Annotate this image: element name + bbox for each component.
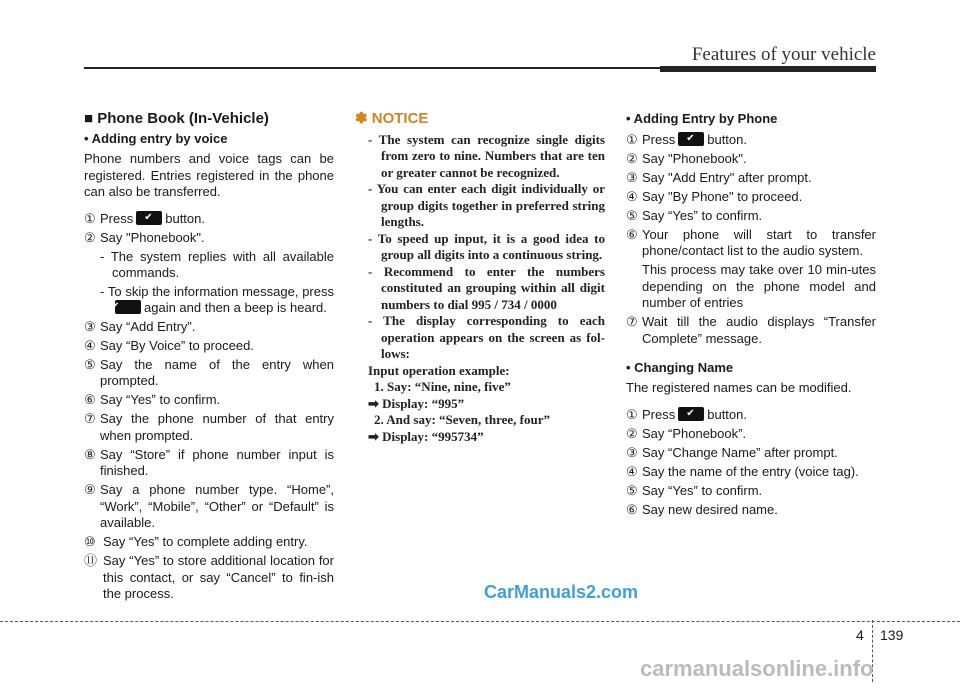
chapter-number: 4 — [856, 627, 864, 643]
subhead-adding-by-voice: • Adding entry by voice — [84, 130, 228, 146]
column-phone-book — [84, 111, 334, 605]
phone-step-1: ① Press✔ button. — [626, 132, 876, 149]
notice-item: - You can enter each digit individually or group digits together in preferred string lengths. — [368, 181, 605, 229]
rename-step-4: ④ Say the name of the entry (voice tag). — [626, 463, 859, 479]
step-number: ③ — [84, 318, 96, 334]
step-number: ⑦ — [84, 411, 96, 426]
rename-step-5: ⑤ Say “Yes” to confirm. — [626, 482, 763, 498]
note-skip: - To skip the information message, press✔again and then a beep is heard. — [84, 284, 334, 317]
rename-step-3: ③ Say “Change Name” after prompt. — [626, 444, 838, 460]
notice-title: ✽ NOTICE — [355, 110, 429, 127]
step-10: ⑩ Say “Yes” to complete adding entry. — [84, 534, 308, 549]
section-title: ■ Phone Book (In-Vehicle) — [84, 110, 269, 127]
step-number: ③ — [626, 169, 638, 185]
example-1-display: ➡ Display: “995” — [368, 395, 465, 411]
step-number: ⑩ — [84, 534, 96, 549]
page-header-title: Features of your vehicle — [691, 44, 876, 65]
talk-button-icon — [678, 132, 704, 146]
notice-item: - To speed up input, it is a good idea to group all digits into a continuous string. — [368, 230, 605, 262]
step-number: ⑦ — [626, 314, 638, 329]
step-number: ⑥ — [626, 501, 638, 517]
step-8: ⑧ Say “Store” if phone number input is finished. — [84, 446, 334, 478]
rename-intro: The registered names can be modified. — [626, 380, 852, 395]
example-2-display: ➡ Display: “995734” — [368, 428, 484, 444]
step-number: ② — [84, 229, 96, 245]
step-number: ② — [626, 425, 638, 441]
step-3: ③ Say “Add Entry”. — [84, 318, 196, 334]
step-7: ⑦ Say the phone number of that entry when prompted. — [84, 411, 334, 443]
step-number: ④ — [626, 463, 638, 479]
talk-button-icon — [678, 407, 704, 421]
header-rule-accent — [660, 66, 876, 72]
step-11: ⑪ Say “Yes” to store additional location for this contact, or say “Cancel” to fin-ish the process. — [84, 553, 334, 601]
subhead-changing-name: • Changing Name — [626, 359, 734, 375]
phone-step-2: ② Say "Phonebook". — [626, 150, 747, 166]
page-number: 139 — [880, 627, 904, 643]
step-9: ⑨ Say a phone number type. “Home”, “Work”, “Mobile”, “Other” or “Default” is available. — [84, 482, 334, 530]
talk-button-icon — [136, 211, 162, 225]
step-number: ⑥ — [626, 226, 638, 242]
notice-item: - The system can recognize single digits from zero to nine. Numbers that are ten or greater cannot be recognized. — [368, 131, 605, 180]
notice-item: - Recommend to enter the numbers constituted an grouping within all digit numbers to dial 995 / 734 / 0000 — [368, 263, 605, 312]
step-number: ② — [626, 150, 638, 166]
notice-item: - The display corresponding to each operation appears on the screen as fol-lows: — [368, 313, 605, 361]
transfer-note: This process may take over 10 min-utes depending on the phone model and number of entries — [642, 262, 876, 310]
step-number: ① — [626, 131, 638, 147]
step-number: ⑤ — [626, 482, 638, 498]
step-number: ⑨ — [84, 482, 96, 497]
step-number: ⑪ — [84, 553, 98, 568]
phone-step-7: ⑦ Wait till the audio displays “Transfer Complete” message. — [626, 314, 876, 346]
step-5: ⑤ Say the name of the entry when prompted. — [84, 356, 334, 388]
rename-step-2: ② Say “Phonebook”. — [626, 425, 747, 441]
step-number: ⑤ — [84, 356, 96, 372]
example-2: 2. And say: “Seven, three, four” — [374, 412, 550, 427]
step-number: ⑥ — [84, 392, 96, 407]
step-1: ① Press✔ button. — [84, 211, 334, 228]
footer-watermark: carmanualsonline.info — [640, 656, 874, 681]
footer-divider — [0, 621, 960, 622]
step-number: ④ — [626, 188, 638, 204]
talk-button-icon — [115, 300, 141, 314]
phone-step-4: ④ Say "By Phone" to proceed. — [626, 188, 803, 204]
step-number: ① — [626, 406, 638, 422]
phone-step-6: ⑥ Your phone will start to transfer phone/contact list to the audio system. — [626, 226, 876, 258]
step-number: ③ — [626, 444, 638, 460]
subhead-adding-by-phone: • Adding Entry by Phone — [626, 111, 778, 126]
rename-step-6: ⑥ Say new desired name. — [626, 501, 778, 517]
example-1: 1. Say: “Nine, nine, five” — [374, 379, 511, 394]
step-number: ⑤ — [626, 207, 638, 223]
step-4: ④ Say “By Voice” to proceed. — [84, 337, 254, 353]
column-notice — [355, 111, 605, 445]
rename-step-1: ① Press✔ button. — [626, 407, 876, 424]
watermark-logo: CarManuals2.com — [484, 582, 639, 602]
intro-paragraph: Phone numbers and voice tags can be registered. Entries registered in the phone can also be transferred. — [84, 151, 334, 199]
step-number: ④ — [84, 337, 96, 353]
example-label: Input operation example: — [368, 362, 510, 378]
phone-step-5: ⑤ Say “Yes” to confirm. — [626, 207, 763, 223]
step-2: ② Say "Phonebook". — [84, 229, 205, 245]
phone-step-3: ③ Say "Add Entry" after prompt. — [626, 169, 812, 185]
step-6: ⑥ Say “Yes” to confirm. — [84, 392, 221, 407]
note-commands: - The system replies with all available commands. — [100, 248, 334, 280]
column-phone-and-rename — [626, 111, 876, 521]
step-number: ⑧ — [84, 446, 96, 462]
step-number: ① — [84, 210, 96, 226]
